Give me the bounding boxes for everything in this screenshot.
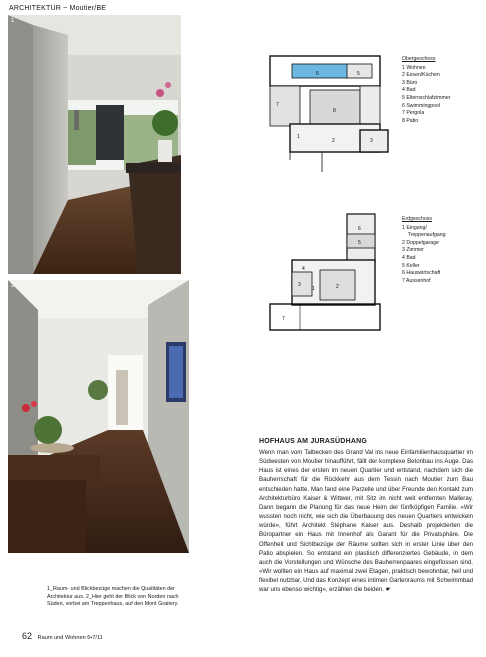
legend-title: Obergeschoss xyxy=(402,56,436,62)
svg-text:6: 6 xyxy=(316,71,319,77)
svg-text:4: 4 xyxy=(302,266,305,272)
legend-item: 4 Bad xyxy=(402,254,416,261)
corridor-photo-1-image xyxy=(8,15,181,274)
svg-text:5: 5 xyxy=(357,71,360,77)
svg-text:1: 1 xyxy=(312,286,315,292)
legend-upper xyxy=(402,56,450,125)
legend-item: 5 Elternschlafzimmer xyxy=(402,94,451,101)
lower-plan-drawing xyxy=(262,210,398,335)
floor-plan-upper xyxy=(262,50,398,183)
upper-plan-drawing xyxy=(262,50,398,178)
photo-corridor-1 xyxy=(8,15,181,274)
photo-number: 2 xyxy=(11,283,15,289)
photo-corridor-2 xyxy=(8,280,189,553)
legend-item: 6 Hauswirtschaft xyxy=(402,270,441,277)
legend-item: 7 Pergola xyxy=(402,110,425,117)
svg-text:7: 7 xyxy=(282,316,285,322)
article-heading: HOFHAUS AM JURASÜDHANG xyxy=(259,438,367,445)
legend-item: 4 Bad xyxy=(402,87,416,94)
svg-text:2: 2 xyxy=(332,138,335,144)
footer xyxy=(22,631,103,641)
article-body: Wenn man vom Talbecken des Grand Val ins neue Einfamilienhausquartier im Südwesten von Moutier hinaufführt, fällt der komplexe Betonbau ins Auge. Das Haus ist eines der ersten im neuen Quartier und entstand, nachdem sich die Bauherrschaft für die Rückkehr aus dem Tessin nach Moutier zum Bau entschieden hatte. Man fand eine Parzelle und über Freunde den Kontakt zum Architekturbüro Kaiser & Wittwer, mit Sitz im nicht weit entfernten Malleray. Dann begann die Planung für das neue Heim der fünfköpfigen Familie. «Wir wussten noch nicht, wie sich die Überbauung des neuen Quartiers entwickeln würde», führt Architekt Stéphane Kaiser aus. Deshalb projektierten die Büropartner ein Haus mit Innenhof als Garant für die Privatsphäre. Die Offenheit und Sichtbezüge der Räume sollten sich in erster Linie über den Patio abspielen. So entstand ein plastisch differenziertes Gebäude, in dem auch die Vorstellungen und Wünsche des Bauherrenpaares eingeflossen sind. «Wir wollten ein Haus auf maximal zwei Etagen, praktisch bewohnbar, hell und flexibel nutzbar. Und das Konzept eines intimen Gartenraums mit Schwimmbad war uns ebenso wichtig», erzählen die beiden. ☛ xyxy=(259,449,473,594)
legend-lower xyxy=(402,216,446,285)
photo-caption: 1_Raum- und Blickbezüge machen die Qualitäten der Architektur aus. 2_Hier geht der Blick von Norden nach Süden, vorbei am Treppenhaus, auf den Mont Graitery. xyxy=(47,586,179,608)
svg-text:7: 7 xyxy=(276,102,279,108)
svg-text:3: 3 xyxy=(370,138,373,144)
legend-item: 1 Eingang/ xyxy=(402,224,427,231)
legend-item: 5 Keller xyxy=(402,262,420,269)
svg-text:6: 6 xyxy=(358,226,361,232)
legend-item: 8 Patio xyxy=(402,117,419,124)
legend-item: 1 Wohnen xyxy=(402,64,426,71)
legend-title: Erdgeschoss xyxy=(402,216,432,222)
svg-text:1: 1 xyxy=(297,134,300,140)
legend-item: 7 Aussenhof xyxy=(402,277,431,284)
corridor-photo-2-image xyxy=(8,280,189,553)
svg-text:3: 3 xyxy=(298,282,301,288)
magazine-name: Raum und Wohnen 6•7/11 xyxy=(37,635,103,641)
svg-text:8: 8 xyxy=(333,108,336,114)
section-label: ARCHITEKTUR ~ Moutier/BE xyxy=(9,5,107,12)
photo-number: 1 xyxy=(11,18,15,24)
page-number: 62 xyxy=(22,631,33,641)
svg-text:5: 5 xyxy=(358,240,361,246)
floor-plan-lower xyxy=(262,210,398,340)
legend-item: 3 Büro xyxy=(402,79,418,86)
legend-item: 2 Essen/Küchen xyxy=(402,72,440,79)
legend-item: 6 Swimmingpool xyxy=(402,102,441,109)
legend-item: 3 Zimmer xyxy=(402,247,424,254)
svg-text:2: 2 xyxy=(336,284,339,290)
legend-item: 2 Doppelgarage xyxy=(402,239,439,246)
legend-item: Treppenaufgang xyxy=(402,232,446,239)
